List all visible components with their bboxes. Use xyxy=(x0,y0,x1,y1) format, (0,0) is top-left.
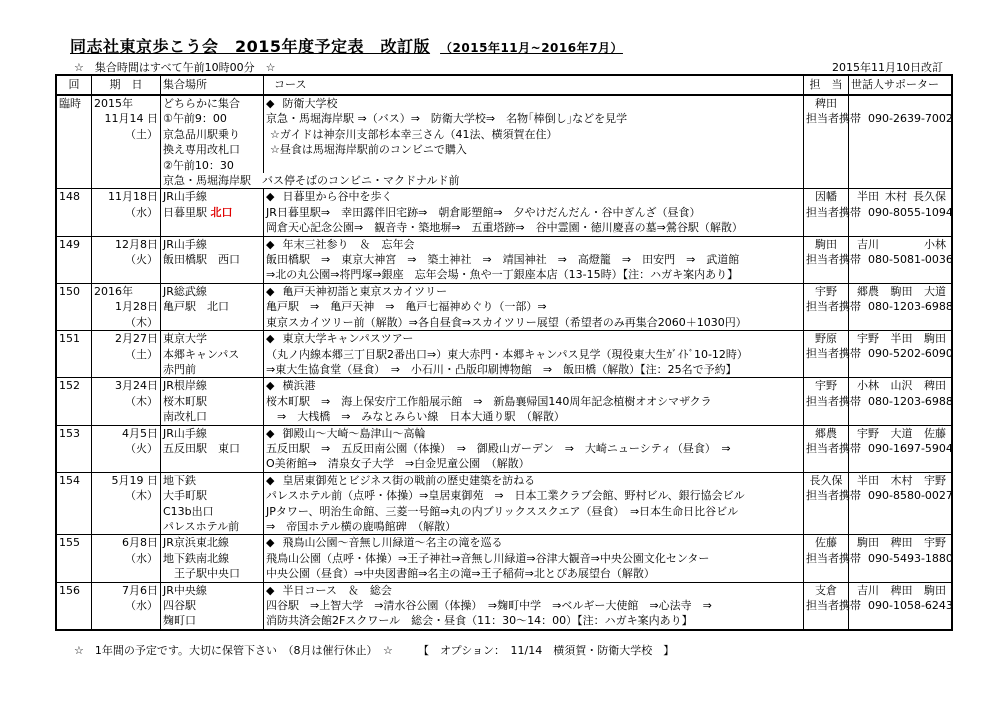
course-line: 中央公園（昼食）⇒中央図書館⇒名主の滝⇒王子稲荷⇒北とぴあ展望台（解散） xyxy=(266,567,655,581)
event-date xyxy=(92,378,161,425)
diamond-icon: ◆ xyxy=(266,284,275,298)
event-date xyxy=(92,582,161,630)
meeting-place-line: JR山手線 xyxy=(163,190,207,204)
event-number: 156 xyxy=(56,582,92,630)
course-title: 東京大学キャンパスツアー xyxy=(282,332,414,346)
table-row xyxy=(56,95,952,173)
meeting-place xyxy=(161,189,264,236)
event-date xyxy=(92,95,161,173)
course-line: ⇒ 大桟橋 ⇒ みなとみらい線 日本大通り駅 （解散） xyxy=(266,410,565,424)
diamond-icon: ◆ xyxy=(266,379,275,393)
phone-label: 担当者携帯 xyxy=(806,489,861,503)
col-header-leader: 担 当 xyxy=(804,75,849,95)
diamond-icon: ◆ xyxy=(266,583,275,597)
supporter-name: 宇野 xyxy=(857,426,879,440)
supporter-name: 半田 xyxy=(890,332,913,346)
diamond-icon: ◆ xyxy=(266,97,275,110)
leader-phone xyxy=(806,252,953,267)
meeting-place-highlight: 北口 xyxy=(210,205,233,219)
phone-number: 090-1697-5904 xyxy=(868,441,953,455)
meeting-place-line: 桜木町駅 xyxy=(163,394,207,408)
event-number-cont xyxy=(56,173,92,189)
phone-number: 090-2639-7002 xyxy=(868,112,953,126)
event-day: 1月28日 xyxy=(115,300,158,314)
meeting-place-line: 東京大学 xyxy=(163,332,207,346)
col-header-course: コース xyxy=(264,75,804,95)
supporter-name: 半田 xyxy=(857,190,879,204)
course-line: （丸ノ内線本郷三丁目駅2番出口⇒）東大赤門・本郷キャンパス見学（現役東大生ｶﾞｲﾄﾞ10-12時） xyxy=(266,347,748,361)
course xyxy=(264,189,804,236)
event-number: 150 xyxy=(56,283,92,330)
course-line: 京急・馬堀海岸駅 ⇒（バス）⇒ 防衛大学校⇒ 名物｢棒倒し｣などを見学 xyxy=(266,112,628,126)
course-line: ⇒北の丸公園⇒将門塚⇒銀座 忘年会場・魚や一丁銀座本店（13-15時）【注：ハガキ案内あり】 xyxy=(266,268,739,282)
course-line: O美術館⇒ 清泉女子大学 ⇒白金児童公園 （解散） xyxy=(266,457,530,471)
leader-name: 稗田 xyxy=(815,97,837,110)
table-row xyxy=(56,472,952,535)
col-header-meeting-place: 集合場所 xyxy=(161,75,264,95)
supporter-name: 駒田 xyxy=(857,536,879,550)
event-year: 2016年 xyxy=(94,284,133,298)
event-day: 2月27日 xyxy=(115,332,158,346)
table-row xyxy=(56,189,952,236)
leader-name: 駒田 xyxy=(815,237,837,251)
leader-phone xyxy=(806,394,953,409)
meeting-place-line: JR中央線 xyxy=(163,583,207,597)
event-year: 2015年 xyxy=(94,97,133,110)
course-line: ⇒ 帝国ホテル横の鹿鳴館碑 （解散） xyxy=(266,519,457,533)
event-weekday: （火） xyxy=(125,253,158,267)
phone-label: 担当者携帯 xyxy=(806,441,861,455)
course xyxy=(264,236,804,283)
phone-number: 080-5081-0036 xyxy=(868,253,953,267)
meeting-place-line: 京急品川駅乗り xyxy=(163,127,240,141)
meeting-place-line: 四谷駅 xyxy=(163,599,196,612)
schedule-table xyxy=(55,74,953,631)
event-weekday: （水） xyxy=(125,205,158,219)
supporter-name: 長久保 xyxy=(913,190,946,204)
phone-number: 090-8055-1094 xyxy=(868,205,953,219)
meeting-place-line: JR総武線 xyxy=(163,284,207,298)
supporter-name: 宇野 xyxy=(924,473,946,487)
event-day: 3月24日 xyxy=(115,379,158,393)
course-line: JPタワー、明治生命館、三菱一号館⇒丸の内ブリックススクエア（昼食） ⇒日本生命日比谷ビル xyxy=(266,504,739,518)
phone-label: 担当者携帯 xyxy=(806,112,861,126)
supporter-name: 稗田 xyxy=(890,536,913,550)
leader-phone xyxy=(806,441,953,456)
course-line: 東京スカイツリー前（解散）⇒各自昼食⇒スカイツリー展望（希望者のみ再集合2060＋1030円） xyxy=(266,315,747,329)
meeting-place-line: どちらかに集合 xyxy=(163,97,240,110)
meeting-place-line: JR根岸線 xyxy=(163,379,207,393)
col-header-supporters: 世話人サポーター xyxy=(849,75,953,95)
leader xyxy=(804,95,953,173)
event-date xyxy=(92,189,161,236)
phone-number: 090-5202-6090 xyxy=(868,347,953,361)
course xyxy=(264,582,804,630)
course-line: 桜木町駅 ⇒ 海上保安庁工作船展示館 ⇒ 新島襄帰国140周年記念植樹オオシマザクラ xyxy=(266,394,712,408)
col-header-number: 回 xyxy=(56,75,92,95)
leader-name: 宇野 xyxy=(815,284,837,298)
supporter-name: 佐藤 xyxy=(924,426,946,440)
meeting-place-line: JR山手線 xyxy=(163,237,207,251)
meeting-place-line: 亀戸駅 北口 xyxy=(163,300,229,314)
event-weekday: （火） xyxy=(125,441,158,455)
supporter-name: 木村 xyxy=(885,190,907,204)
table-row xyxy=(56,535,952,582)
phone-number: 090-1058-6243 xyxy=(868,598,953,612)
phone-label: 担当者携帯 xyxy=(806,205,861,219)
course-title: 皇居東御苑とビジネス街の戦前の歴史建築を訪ねる xyxy=(282,473,536,487)
meeting-place-line: 本郷キャンパス xyxy=(163,347,240,361)
course-line: 四谷駅 ⇒上智大学 ⇒清水谷公園（体操） ⇒麹町中学 ⇒ベルギー大使館 ⇒心法寺 ⇒ xyxy=(266,599,712,612)
phone-label: 担当者携帯 xyxy=(806,551,861,565)
meeting-place-line: JR山手線 xyxy=(163,426,207,440)
event-day: 11月18日 xyxy=(108,190,158,204)
course xyxy=(264,95,804,173)
title-period: （2015年11月~2016年7月） xyxy=(440,41,623,55)
leader-cont xyxy=(804,173,849,189)
event-day: 7月6日 xyxy=(122,583,158,597)
meeting-place-line: 換え専用改札口 xyxy=(163,143,240,157)
table-row xyxy=(56,378,952,425)
meeting-place xyxy=(161,95,264,173)
leader-phone xyxy=(806,111,953,126)
supporter-name: 吉川 xyxy=(857,583,879,597)
course-line: 五反田駅 ⇒ 五反田南公園（体操） ⇒ 御殿山ガーデン ⇒ 大崎ニューシティ（昼食） ⇒ xyxy=(266,441,731,455)
meeting-place-line: ①午前9：00 xyxy=(163,112,227,126)
footer-note: ☆ 1年間の予定です。大切に保管下さい （8月は催行休止） ☆ xyxy=(74,644,393,657)
meeting-place xyxy=(161,236,264,283)
meeting-place xyxy=(161,283,264,330)
leader-name: 支倉 xyxy=(815,583,837,597)
phone-label: 担当者携帯 xyxy=(806,394,861,408)
course xyxy=(264,283,804,330)
event-date xyxy=(92,472,161,535)
table-row xyxy=(56,331,952,378)
col-header-date: 期 日 xyxy=(92,75,161,95)
leader-name: 長久保 xyxy=(809,473,843,487)
meeting-place xyxy=(161,582,264,630)
course xyxy=(264,331,804,378)
phone-number: 080-1203-6988 xyxy=(868,300,953,314)
supporter-name: 小林 xyxy=(857,379,879,393)
supporter-name: 稗田 xyxy=(924,379,946,393)
meeting-place-line: ②午前10：30 xyxy=(163,158,234,172)
event-number: 臨時 xyxy=(56,95,92,173)
phone-number: 090-8580-0027 xyxy=(868,489,953,503)
meeting-place-line: 地下鉄南北線 xyxy=(163,551,229,565)
event-weekday: （木） xyxy=(125,394,158,408)
supporters xyxy=(849,472,953,535)
event-day: 4月5日 xyxy=(122,426,158,440)
table-row-continuation xyxy=(56,173,952,189)
meeting-place-line: C13b出口 xyxy=(163,504,214,518)
course-line: パレスホテル前（点呼・体操）⇒皇居東御苑 ⇒ 日本工業クラブ会館、野村ビル、銀行協会ビル xyxy=(266,489,745,503)
diamond-icon: ◆ xyxy=(266,426,275,440)
course-line: ☆昼食は馬堀海岸駅前のコンビニで購入 xyxy=(270,143,467,157)
leader-name: 宇野 xyxy=(815,379,837,393)
title-main: 同志社東京歩こう会 2015年度予定表 改訂版 xyxy=(70,37,431,56)
meeting-place-line: 赤門前 xyxy=(163,362,196,376)
leader-name: 佐藤 xyxy=(815,536,837,550)
supporters xyxy=(849,95,953,173)
course-line: ⇒東大生協食堂（昼食） ⇒ 小石川・凸版印刷博物館 ⇒ 飯田橋（解散）【注：25名で予約】 xyxy=(266,362,737,376)
phone-number: 090-5493-1880 xyxy=(868,551,953,565)
diamond-icon: ◆ xyxy=(266,190,275,204)
supporter-name: 吉川 xyxy=(857,237,879,251)
event-date-cont xyxy=(92,173,161,189)
footer-option: 【 オプション： 11/14 横須賀・防衛大学校 】 xyxy=(418,644,675,657)
leader-name: 因幡 xyxy=(815,190,837,204)
event-day: 6月8日 xyxy=(122,536,158,550)
supporter-name: 大道 xyxy=(924,284,946,298)
course-line: 飯田橋駅 ⇒ 東京大神宮 ⇒ 築土神社 ⇒ 靖国神社 ⇒ 高燈籠 ⇒ 田安門 ⇒ 武道館 xyxy=(266,253,740,267)
course xyxy=(264,472,804,535)
phone-number: 080-1203-6988 xyxy=(868,394,953,408)
meeting-place-line: 王子駅中央口 xyxy=(163,567,240,581)
course-line: JR日暮里駅⇒ 幸田露伴旧宅跡⇒ 朝倉彫塑館⇒ 夕やけだんだん・谷中ぎんざ（昼食） xyxy=(266,205,701,219)
table-row xyxy=(56,283,952,330)
supporter-name: 山沢 xyxy=(890,379,913,393)
meeting-place-line: 大手町駅 xyxy=(163,489,207,503)
leader-phone xyxy=(806,299,953,314)
course-title: 防衛大学校 xyxy=(282,97,338,110)
meeting-place-line: 飯田橋駅 西口 xyxy=(163,253,240,267)
supporter-name: 大道 xyxy=(890,426,913,440)
course-title: 飛鳥山公園～音無し川緑道～名主の滝を巡る xyxy=(282,536,503,550)
course-title: 御殿山～大崎～島津山～高輪 xyxy=(282,426,426,440)
event-weekday: （水） xyxy=(125,599,158,612)
table-row xyxy=(56,236,952,283)
event-date xyxy=(92,236,161,283)
course-line: 岡倉天心記念公園⇒ 観音寺・築地塀⇒ 五重塔跡⇒ 谷中霊園・徳川慶喜の墓⇒鶯谷駅（解散） xyxy=(266,221,743,235)
leader-phone xyxy=(806,488,953,503)
event-date xyxy=(92,283,161,330)
event-weekday: （木） xyxy=(125,315,158,329)
course-title: 横浜港 xyxy=(282,379,316,393)
course xyxy=(264,425,804,472)
supporters-cont xyxy=(849,173,953,189)
event-number: 152 xyxy=(56,378,92,425)
meeting-place-line: 南改札口 xyxy=(163,410,207,424)
event-weekday: （土） xyxy=(125,347,158,361)
event-number: 151 xyxy=(56,331,92,378)
meeting-place-line: 日暮里駅 xyxy=(163,205,207,219)
supporter-name: 宇野 xyxy=(924,536,946,550)
table-row xyxy=(56,425,952,472)
revision-date: 2015年11月10日改訂 xyxy=(832,61,943,74)
diamond-icon: ◆ xyxy=(266,536,275,550)
event-number: 148 xyxy=(56,189,92,236)
course-title: 半日コース ＆ 総会 xyxy=(282,583,392,597)
meeting-place-line: パレスホテル前 xyxy=(163,519,240,533)
diamond-icon: ◆ xyxy=(266,332,275,346)
meeting-place xyxy=(161,378,264,425)
diamond-icon: ◆ xyxy=(266,237,275,251)
event-day: 5月19 日 xyxy=(111,473,158,487)
page-title xyxy=(70,34,623,57)
event-date xyxy=(92,535,161,582)
supporter-name: 稗田 xyxy=(890,583,913,597)
supporter-name: 駒田 xyxy=(924,332,946,346)
meeting-place-line: 地下鉄 xyxy=(163,473,196,487)
leader-name: 郷農 xyxy=(815,426,837,440)
course-title: 亀戸天神初詣と東京スカイツリー xyxy=(282,284,448,298)
course xyxy=(264,378,804,425)
course-title: 年末三社参り ＆ 忘年会 xyxy=(282,237,415,251)
course xyxy=(264,535,804,582)
supporter-name: 宇野 xyxy=(857,332,879,346)
meeting-place xyxy=(161,425,264,472)
event-weekday: （木） xyxy=(125,489,158,503)
leader-phone xyxy=(806,551,953,566)
meeting-time-note: ☆ 集合時間はすべて午前10時00分 ☆ xyxy=(74,61,276,74)
diamond-icon: ◆ xyxy=(266,473,275,487)
leader-phone xyxy=(806,598,953,613)
table-header-row xyxy=(56,75,952,95)
phone-label: 担当者携帯 xyxy=(806,598,861,612)
meeting-place-wide: 京急・馬堀海岸駅 バス停そばのコンビニ・マクドナルド前 xyxy=(161,173,804,189)
event-day: 12月8日 xyxy=(115,237,158,251)
leader-phone xyxy=(806,346,953,361)
meeting-place xyxy=(161,331,264,378)
meeting-place-line: 五反田駅 東口 xyxy=(163,441,240,455)
event-weekday: （水） xyxy=(125,551,158,565)
table-row xyxy=(56,582,952,630)
supporter-name: 駒田 xyxy=(890,284,913,298)
event-number: 149 xyxy=(56,236,92,283)
course-line: 飛鳥山公園（点呼・体操）⇒王子神社⇒音無し川緑道⇒谷津大観音⇒中央公園文化センター xyxy=(266,551,710,565)
schedule-body xyxy=(56,95,952,630)
supporter-name: 木村 xyxy=(890,473,913,487)
supporter-name: 小林 xyxy=(924,237,946,251)
course-line: ☆ガイドは神奈川支部杉本幸三さん（41法、横須賀在住） xyxy=(270,127,558,141)
supporter-name: 半田 xyxy=(857,473,879,487)
event-day: 11月14 日 xyxy=(104,112,158,126)
phone-label: 担当者携帯 xyxy=(806,300,861,314)
leader-name: 野原 xyxy=(815,332,837,346)
course-title: 日暮里から谷中を歩く xyxy=(282,190,393,204)
course-line: 亀戸駅 ⇒ 亀戸天神 ⇒ 亀戸七福神めぐり（一部）⇒ xyxy=(266,300,547,314)
event-weekday: （土） xyxy=(125,127,158,141)
event-date xyxy=(92,331,161,378)
meeting-place xyxy=(161,535,264,582)
meeting-place-line: 麹町口 xyxy=(163,614,196,628)
event-date xyxy=(92,425,161,472)
supporter-name: 駒田 xyxy=(924,583,946,597)
leader-phone xyxy=(806,205,953,220)
event-number: 155 xyxy=(56,535,92,582)
phone-label: 担当者携帯 xyxy=(806,347,861,361)
event-number: 154 xyxy=(56,472,92,535)
event-number: 153 xyxy=(56,425,92,472)
meeting-place-line: JR京浜東北線 xyxy=(163,536,229,550)
course-line: 消防共済会館2Fスクワール 総会・昼食（11：30～14：00）【注：ハガキ案内あり】 xyxy=(266,614,693,628)
phone-label: 担当者携帯 xyxy=(806,253,861,267)
supporter-name: 郷農 xyxy=(857,284,879,298)
meeting-place xyxy=(161,472,264,535)
